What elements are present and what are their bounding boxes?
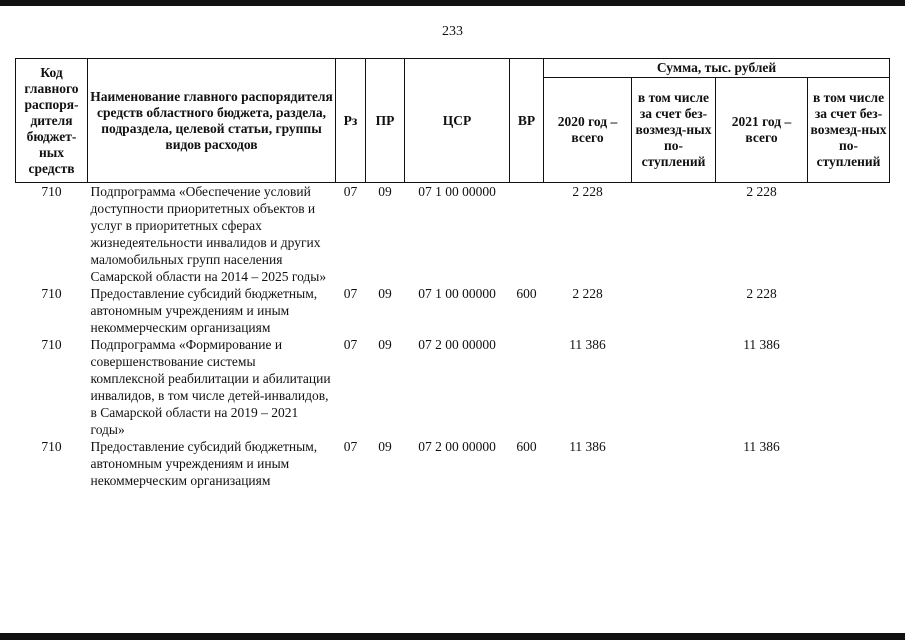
row-2021-total: 11 386 <box>743 337 780 352</box>
row-csr: 07 1 00 00000 <box>418 184 496 199</box>
row-vr: 600 <box>516 286 537 301</box>
row-rz: 07 <box>343 337 358 352</box>
table-row <box>16 183 890 286</box>
header-csr: ЦСР <box>405 59 510 183</box>
page-number: 233 <box>442 24 463 39</box>
row-csr: 07 1 00 00000 <box>418 286 496 301</box>
row-code: 710 <box>41 439 62 454</box>
row-2021-total: 2 228 <box>746 286 777 301</box>
row-vr <box>510 183 544 286</box>
header-vr: ВР <box>510 59 544 183</box>
row-2020-total: 2 228 <box>572 286 603 301</box>
row-rz: 07 <box>343 286 358 301</box>
header-pr: ПР <box>366 59 405 183</box>
row-2021-total: 11 386 <box>743 439 780 454</box>
row-vr: 600 <box>516 439 537 454</box>
row-2021-free <box>808 285 890 336</box>
row-name: Предоставление субсидий бюджетным, автономным учреждениям и иным некоммерческим организациям <box>90 439 318 488</box>
row-2021-free <box>808 183 890 286</box>
row-rz: 07 <box>343 439 358 454</box>
header-sum: Сумма, тыс. рублей <box>544 59 890 78</box>
row-csr: 07 2 00 00000 <box>418 337 496 352</box>
header-name: Наименование главного распорядителя средств областного бюджета, раздела, подраздела, целевой статьи, группы видов расходов <box>88 59 336 183</box>
bottom-border <box>0 633 905 640</box>
row-rz: 07 <box>343 184 358 199</box>
header-2020-free: в том числе за счет без-возмезд-ных по-ступлений <box>632 78 716 183</box>
row-pr: 09 <box>378 337 392 352</box>
row-name: Предоставление субсидий бюджетным, автономным учреждениям и иным некоммерческим организациям <box>90 286 318 335</box>
row-pr: 09 <box>378 286 392 301</box>
row-2020-total: 2 228 <box>572 184 603 199</box>
row-pr: 09 <box>378 439 392 454</box>
row-2021-free <box>808 336 890 438</box>
table-body <box>16 183 890 490</box>
row-code: 710 <box>41 184 62 199</box>
row-name: Подпрограмма «Формирование и совершенствование системы комплексной реабилитации и абилитации инвалидов, в том числе детей-инвалидов, в Самарской области на 2019 – 2021 годы» <box>90 337 331 437</box>
header-rz: Рз <box>336 59 366 183</box>
row-code: 710 <box>41 337 62 352</box>
row-2020-free <box>632 438 716 489</box>
header-code: Код главного распоря-дителя бюджет-ных средств <box>16 59 88 183</box>
header-2020-total: 2020 год – всего <box>544 78 632 183</box>
header-row <box>16 59 890 78</box>
table-row <box>16 438 890 489</box>
row-2020-free <box>632 285 716 336</box>
row-csr: 07 2 00 00000 <box>418 439 496 454</box>
row-2021-total: 2 228 <box>746 184 777 199</box>
row-vr <box>510 336 544 438</box>
table-row <box>16 285 890 336</box>
row-pr: 09 <box>378 184 392 199</box>
header-2021-free: в том числе за счет без-возмезд-ных по-ступлений <box>808 78 890 183</box>
header-2021-total: 2021 год – всего <box>716 78 808 183</box>
budget-table <box>15 58 890 489</box>
row-2020-total: 11 386 <box>569 439 606 454</box>
row-2020-free <box>632 336 716 438</box>
table-row <box>16 336 890 438</box>
row-2020-total: 11 386 <box>569 337 606 352</box>
row-2020-free <box>632 183 716 286</box>
row-code: 710 <box>41 286 62 301</box>
row-2021-free <box>808 438 890 489</box>
row-name: Подпрограмма «Обеспечение условий доступности приоритетных объектов и услуг в приоритетных сферах жизнедеятельности инвалидов и других маломобильных групп населения Самарской области на 2014 – 2025 годы» <box>90 184 327 284</box>
top-border <box>0 0 905 6</box>
